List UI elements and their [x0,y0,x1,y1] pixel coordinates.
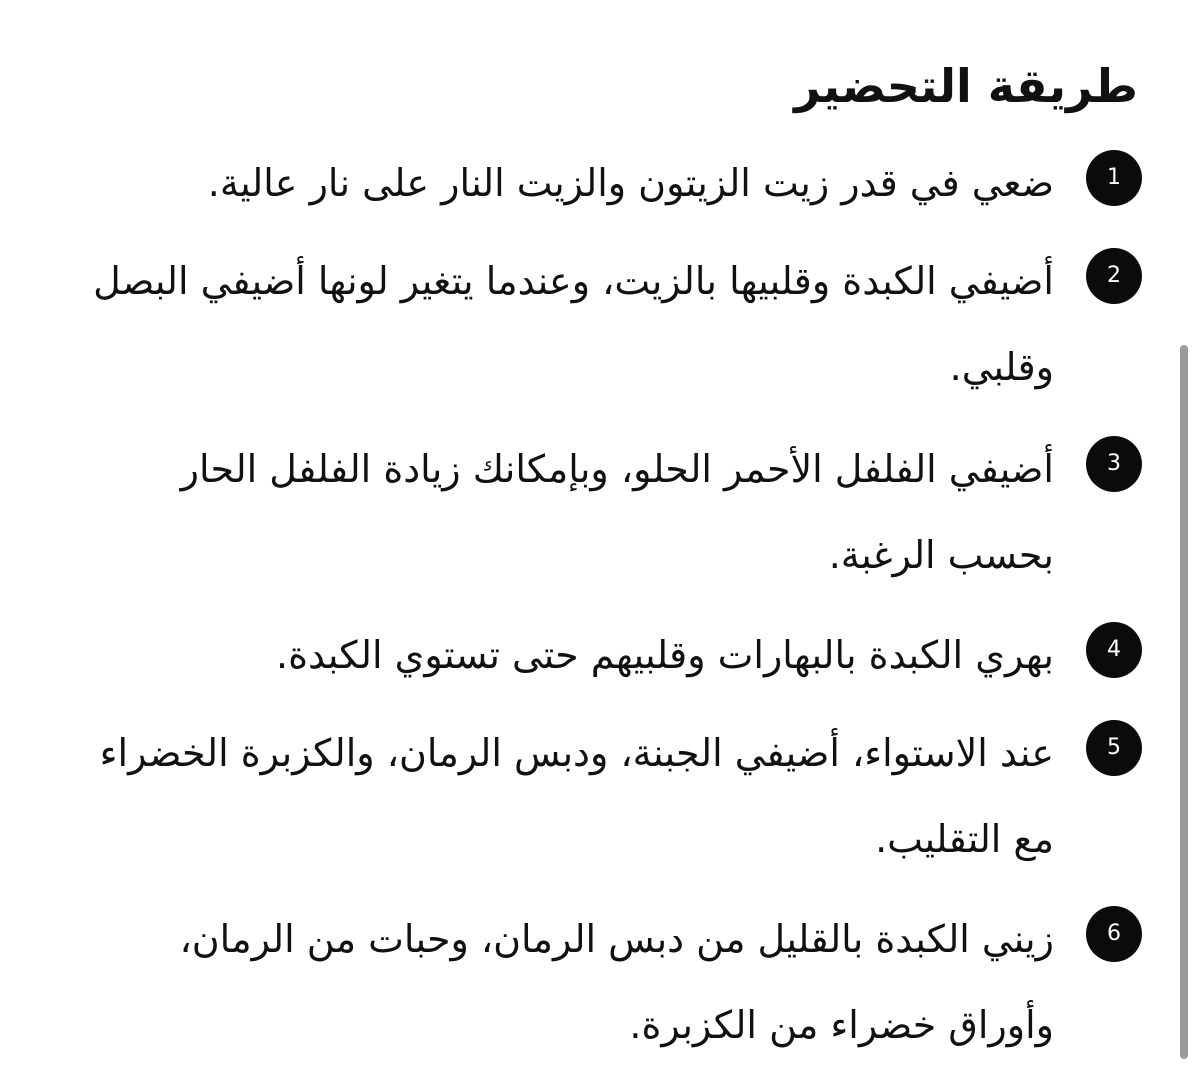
step-item [80,710,1142,896]
scrollbar[interactable] [1180,345,1188,1059]
step-text: بهري الكبدة بالبهارات وقلبيهم حتى تستوي الكبدة. [276,633,1054,677]
step-number-badge: 4 [1086,622,1142,678]
step-number-badge: 3 [1086,436,1142,492]
step-item [80,896,1142,1082]
step-number-badge: 2 [1086,248,1142,304]
step-text: أضيفي الفلفل الأحمر الحلو، وبإمكانك زيادة الفلفل الحار بحسب الرغبة. [180,447,1054,577]
step-number-badge: 6 [1086,906,1142,962]
step-number-badge: 5 [1086,720,1142,776]
step-number-badge: 1 [1086,150,1142,206]
step-item [80,140,1142,238]
step-item [80,612,1142,710]
step-text: عند الاستواء، أضيفي الجبنة، ودبس الرمان، والكزبرة الخضراء مع التقليب. [99,731,1054,861]
preparation-steps-list [80,140,1142,1082]
step-text: ضعي في قدر زيت الزيتون والزيت النار على نار عالية. [207,161,1054,205]
step-item [80,426,1142,612]
step-text: زيني الكبدة بالقليل من دبس الرمان، وحبات من الرمان، وأوراق خضراء من الكزبرة. [179,917,1054,1047]
step-text: أضيفي الكبدة وقلبيها بالزيت، وعندما يتغير لونها أضيفي البصل وقلبي. [93,259,1054,389]
step-item [80,238,1142,426]
section-title: طريقة التحضير [794,58,1138,113]
